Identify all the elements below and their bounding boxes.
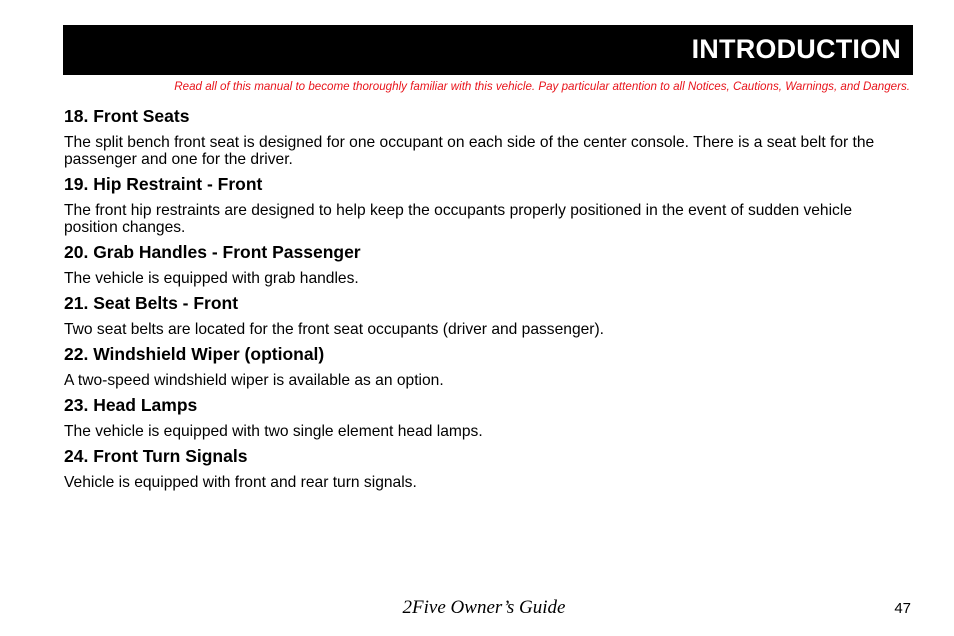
footer-guide-title: 2Five Owner’s Guide	[402, 597, 566, 618]
section-heading: 22. Windshield Wiper (optional)	[64, 344, 325, 364]
section-grab-handles	[64, 242, 906, 287]
page-number: 47	[894, 600, 911, 617]
section-heading: 20. Grab Handles - Front Passenger	[64, 242, 361, 262]
section-windshield-wiper	[64, 344, 906, 389]
section-text: Vehicle is equipped with front and rear turn signals.	[64, 474, 417, 491]
section-head-lamps	[64, 395, 906, 440]
section-text: The front hip restraints are designed to help keep the occupants properly positioned in the event of sudden vehicle position changes.	[64, 202, 852, 236]
section-text: A two-speed windshield wiper is available as an option.	[64, 372, 444, 389]
section-turn-signals	[64, 446, 906, 491]
chapter-header-bar	[63, 25, 913, 75]
section-heading: 18. Front Seats	[64, 106, 190, 126]
section-heading: 24. Front Turn Signals	[64, 446, 248, 466]
section-heading: 21. Seat Belts - Front	[64, 293, 239, 313]
section-front-seats	[64, 106, 906, 168]
section-heading: 19. Hip Restraint - Front	[64, 174, 263, 194]
section-text: Two seat belts are located for the front seat occupants (driver and passenger).	[64, 321, 605, 338]
section-hip-restraint	[64, 174, 906, 236]
safety-notice: Read all of this manual to become thoroughly familiar with this vehicle. Pay particular attention to all Notices, Cautions, Warnings, and Dangers.	[174, 80, 910, 93]
section-text: The split bench front seat is designed for one occupant on each side of the center console. There is a seat belt for the passenger and one for the driver.	[64, 134, 875, 168]
section-text: The vehicle is equipped with two single element head lamps.	[64, 423, 483, 440]
section-heading: 23. Head Lamps	[64, 395, 198, 415]
chapter-title: INTRODUCTION	[691, 34, 901, 64]
section-seat-belts	[64, 293, 906, 338]
section-text: The vehicle is equipped with grab handles.	[64, 270, 359, 287]
main-content	[64, 106, 906, 497]
